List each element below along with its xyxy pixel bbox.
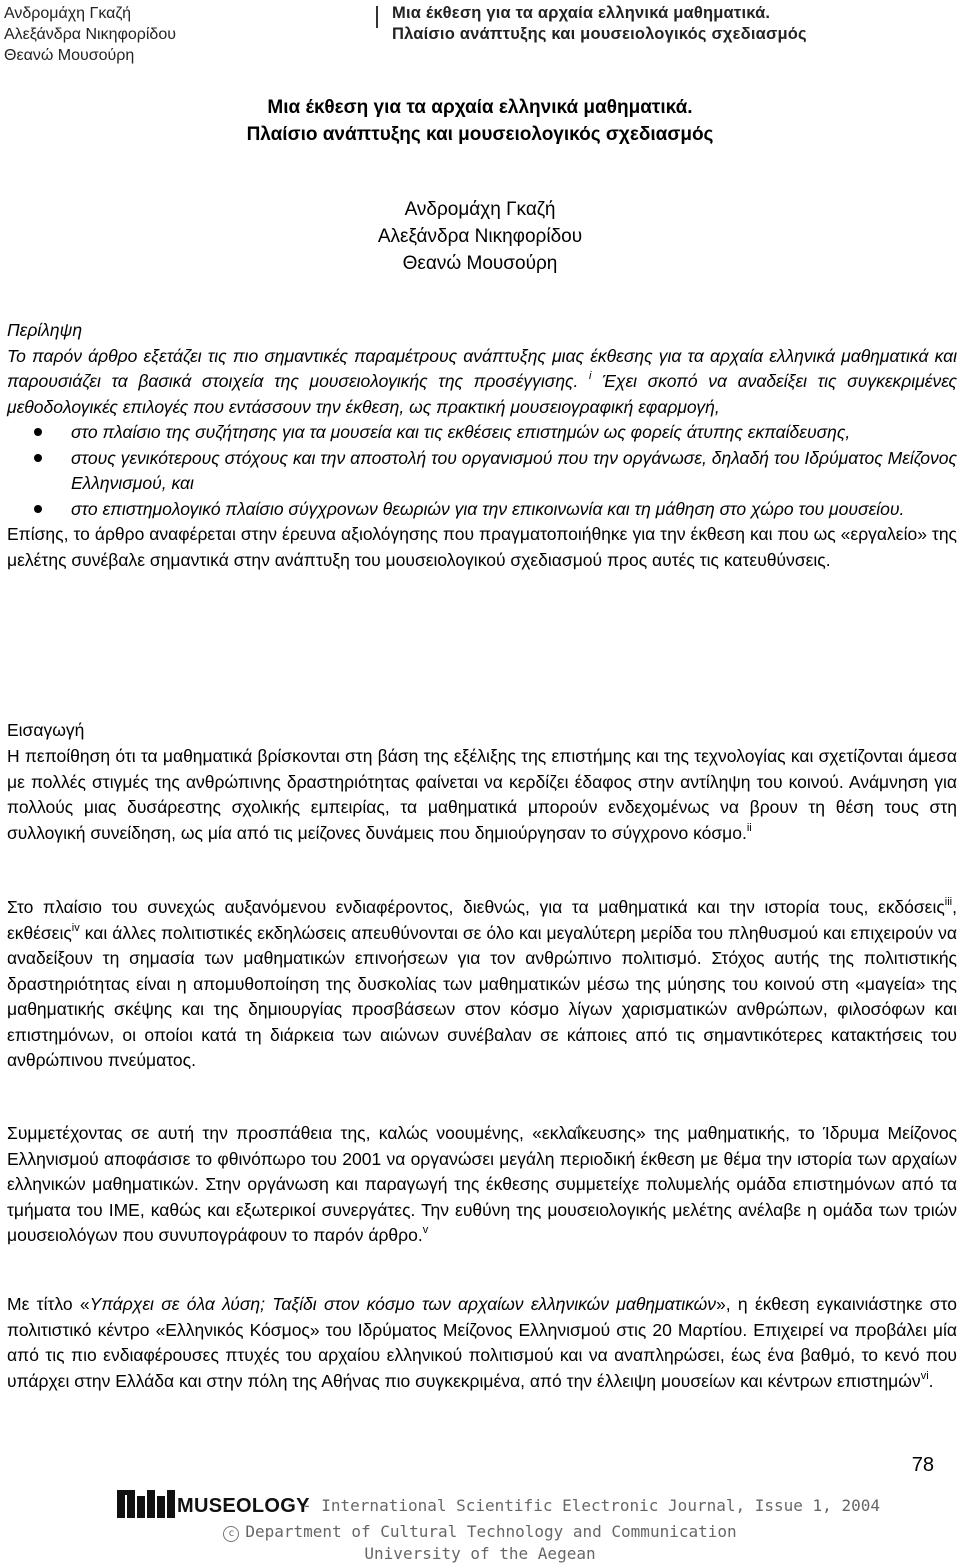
abstract-heading: Περίληψη (7, 320, 83, 340)
abstract-section (7, 318, 957, 573)
paragraph-text: , εκθέσεις (7, 897, 957, 943)
bullet-text: στο επιστημολογικό πλαίσιο σύγχρονων θεωριών για την επικοινωνία και τη μάθηση στο χώρο του μουσείου. (71, 498, 905, 519)
running-header-authors (4, 3, 176, 66)
paragraph-end: . (928, 1370, 934, 1391)
exhibition-title: Υπάρχει σε όλα λύση; Ταξίδι στον κόσμο των αρχαίων ελληνικών μαθηματικών (89, 1294, 717, 1314)
endnote-ref-iii[interactable]: iii (944, 896, 953, 908)
bullet-text: στους γενικότερους στόχους και την αποστολή του οργανισμού που την οργάνωσε, δηλαδή του Ιδρύματος Μείζονος Ελληνισμού, και (71, 447, 957, 493)
article-title-line1: Μια έκθεση για τα αρχαία ελληνικά μαθηματικά. (267, 97, 693, 118)
footer-department (0, 1522, 960, 1542)
bullet-text: στο πλαίσιο της συζήτησης για τα μουσεία και τις εκθέσεις επιστημών ως φορείς άτυπης εκπαίδευσης, (71, 422, 851, 442)
footer-journal: - International Scientific Electronic Journal, Issue 1, 2004 (302, 1496, 880, 1515)
endnote-ref-i[interactable]: i (589, 370, 592, 382)
bullet-icon (34, 428, 42, 436)
page-number: 78 (911, 1454, 934, 1476)
author-name: Ανδρομάχη Γκαζή (404, 199, 556, 220)
abstract-intro-text: Το παρόν άρθρο εξετάζει τις πιο σημαντικές παραμέτρους ανάπτυξης μιας έκθεσης για τα αρχαία ελληνικά μαθηματικά και παρουσιάζει τα βασικά στοιχεία της μουσειολογικής της προσέγγισης. (7, 345, 957, 391)
copyright-icon: c (223, 1526, 239, 1542)
endnote-ref-vi[interactable]: vi (920, 1369, 929, 1382)
header-divider (376, 6, 378, 28)
list-item (7, 446, 957, 497)
bullet-icon (34, 505, 42, 513)
abstract-continuation: Έχει σκοπό να αναδείξει τις συγκεκριμένες μεθοδολογικές επιλογές που εντάσσουν την έκθεση, ως πρακτική μουσειογραφική εφαρμογή, (7, 371, 957, 417)
museology-logo-icon (117, 1488, 175, 1520)
running-header-title (392, 3, 807, 45)
article-title (0, 94, 960, 148)
intro-paragraph-2 (7, 895, 957, 1074)
paragraph-text: Η πεποίθηση ότι τα μαθηματικά βρίσκονται στη βάση της εξέλιξης της επιστήμης και της τεχνολογίας και σχετίζονται άμεσα με πολλές στιγμές της ανθρώπινης δραστηριότητας φαίνεται να κερδίζει έδαφος στην αντίληψη του κοινού. Ανάμνηση για πολλούς μιας δυσάρεστης σχολικής εμπειρίας, τα μαθηματικά μπορούν ενδεχομένως να βρουν τη θέση τους στη συλλογική συνείδηση, ως μία από τις μείζονες δυνάμεις που δημιούργησαν το σύγχρονο κόσμο. (7, 746, 957, 843)
abstract-closing: Επίσης, το άρθρο αναφέρεται στην έρευνα αξιολόγησης που πραγματοποιήθηκε για την έκθεση και που ως «εργαλείο» της μελέτης συνέβαλε σημαντικά στην ανάπτυξη του μουσειολογικού σχεδιασμού προς αυτές τις κατευθύνσεις. (7, 524, 957, 570)
bullet-icon (34, 454, 42, 462)
abstract-intro (7, 344, 957, 421)
logo-wordmark: MUSEOLOGY (177, 1495, 310, 1517)
paragraph-text: και άλλες πολιτιστικές εκδηλώσεις απευθύνονται σε όλο και μεγαλύτερη μερίδα του πληθυσμού και επιχειρούν να αναδείξουν τη σημασία των μαθηματικών επινοήσεων για τον ανθρώπινο πολιτισμό. Στόχος αυτής της πολιτιστικής δραστηριότητας είναι η απομυθοποίηση της δυσκολίας των μαθηματικών μέσω της μύησης του κοινού στη «μαγεία» της μαθηματικής σκέψης και της δημιουργίας προσβάσεων στον κόσμο λίγων χαρισματικών ανθρώπων, φιλοσόφων και επιστημόνων, οι οποίοι κατά τη διάρκεια των αιώνων συνέβαλαν σε κάποιες από τις σημαντικότερες κατακτήσεις του ανθρώπινου πνεύματος. (7, 922, 957, 1070)
endnote-ref-v[interactable]: v (422, 1224, 429, 1236)
endnote-ref-ii[interactable]: ii (746, 821, 752, 834)
list-item (7, 497, 957, 523)
paragraph-text: Με τίτλο « (7, 1294, 90, 1314)
author-list (0, 196, 960, 277)
running-header-author: Ανδρομάχη Γκαζή (4, 5, 132, 22)
endnote-ref-iv[interactable]: iv (71, 921, 80, 934)
footer-department-text: Department of Cultural Technology and Communication (245, 1522, 737, 1541)
article-title-line2: Πλαίσιο ανάπτυξης και μουσειολογικός σχεδιασμός (246, 124, 714, 145)
author-name: Θεανώ Μουσούρη (402, 253, 558, 274)
abstract-bullet-list (7, 420, 957, 522)
running-header-author: Αλεξάνδρα Νικηφορίδου (4, 26, 176, 43)
list-item (7, 420, 957, 446)
introduction-heading: Εισαγωγή (7, 720, 85, 740)
intro-paragraph-1 (7, 744, 957, 846)
running-header-title-line1: Μια έκθεση για τα αρχαία ελληνικά μαθηματικά. (392, 4, 771, 22)
paragraph-text: Στο πλαίσιο του συνεχώς αυξανόμενου ενδιαφέροντος, διεθνώς, για τα μαθηματικά και την ιστορία τους, εκδόσεις (7, 897, 945, 917)
running-header-title-line2: Πλαίσιο ανάπτυξης και μουσειολογικός σχεδιασμός (392, 25, 807, 43)
running-header-author: Θεανώ Μουσούρη (4, 47, 135, 64)
intro-paragraph-4 (7, 1292, 957, 1394)
author-name: Αλεξάνδρα Νικηφορίδου (377, 226, 583, 247)
intro-paragraph-3 (7, 1121, 957, 1249)
footer-university: University of the Aegean (364, 1544, 596, 1563)
museology-logo (117, 1488, 310, 1522)
paragraph-text: Συμμετέχοντας σε αυτή την προσπάθεια της, καλώς νοουμένης, «εκλαΐκευσης» της μαθηματικής, το Ίδρυμα Μείζονος Ελληνισμού αποφάσισε το φθινόπωρο του 2001 να οργανώσει μεγάλη περιοδική έκθεση με θέμα την ιστορία των αρχαίων ελληνικών μαθηματικών. Στην οργάνωση και παραγωγή της έκθεσης συμμετείχε πολυμελής ομάδα επιστημόνων από τα τμήματα του ΙΜΕ, καθώς και εξωτερικοί συνεργάτες. Την ευθύνη της μουσειολογικής μελέτης ανέλαβε η ομάδα των τριών μουσειολόγων που συνυπογράφουν το παρόν άρθρο. (7, 1123, 957, 1245)
paragraph-text: », η έκθεση εγκαινιάστηκε στο πολιτιστικό κέντρο «Ελληνικός Κόσμος» του Ιδρύματος Μείζονος Ελληνισμού στις 20 Μαρτίου. Επιχειρεί να προβάλει μία από τις πιο ενδιαφέρουσες πτυχές του αρχαίου ελληνικού πολιτισμού και να αναπληρώσει, έως ένα βαθμό, το κενό που υπάρχει στην Ελλάδα και στην πόλη της Αθήνας πιο συγκεκριμένα, από την έλλειψη μουσείων και κέντρων επιστημών (7, 1294, 957, 1391)
